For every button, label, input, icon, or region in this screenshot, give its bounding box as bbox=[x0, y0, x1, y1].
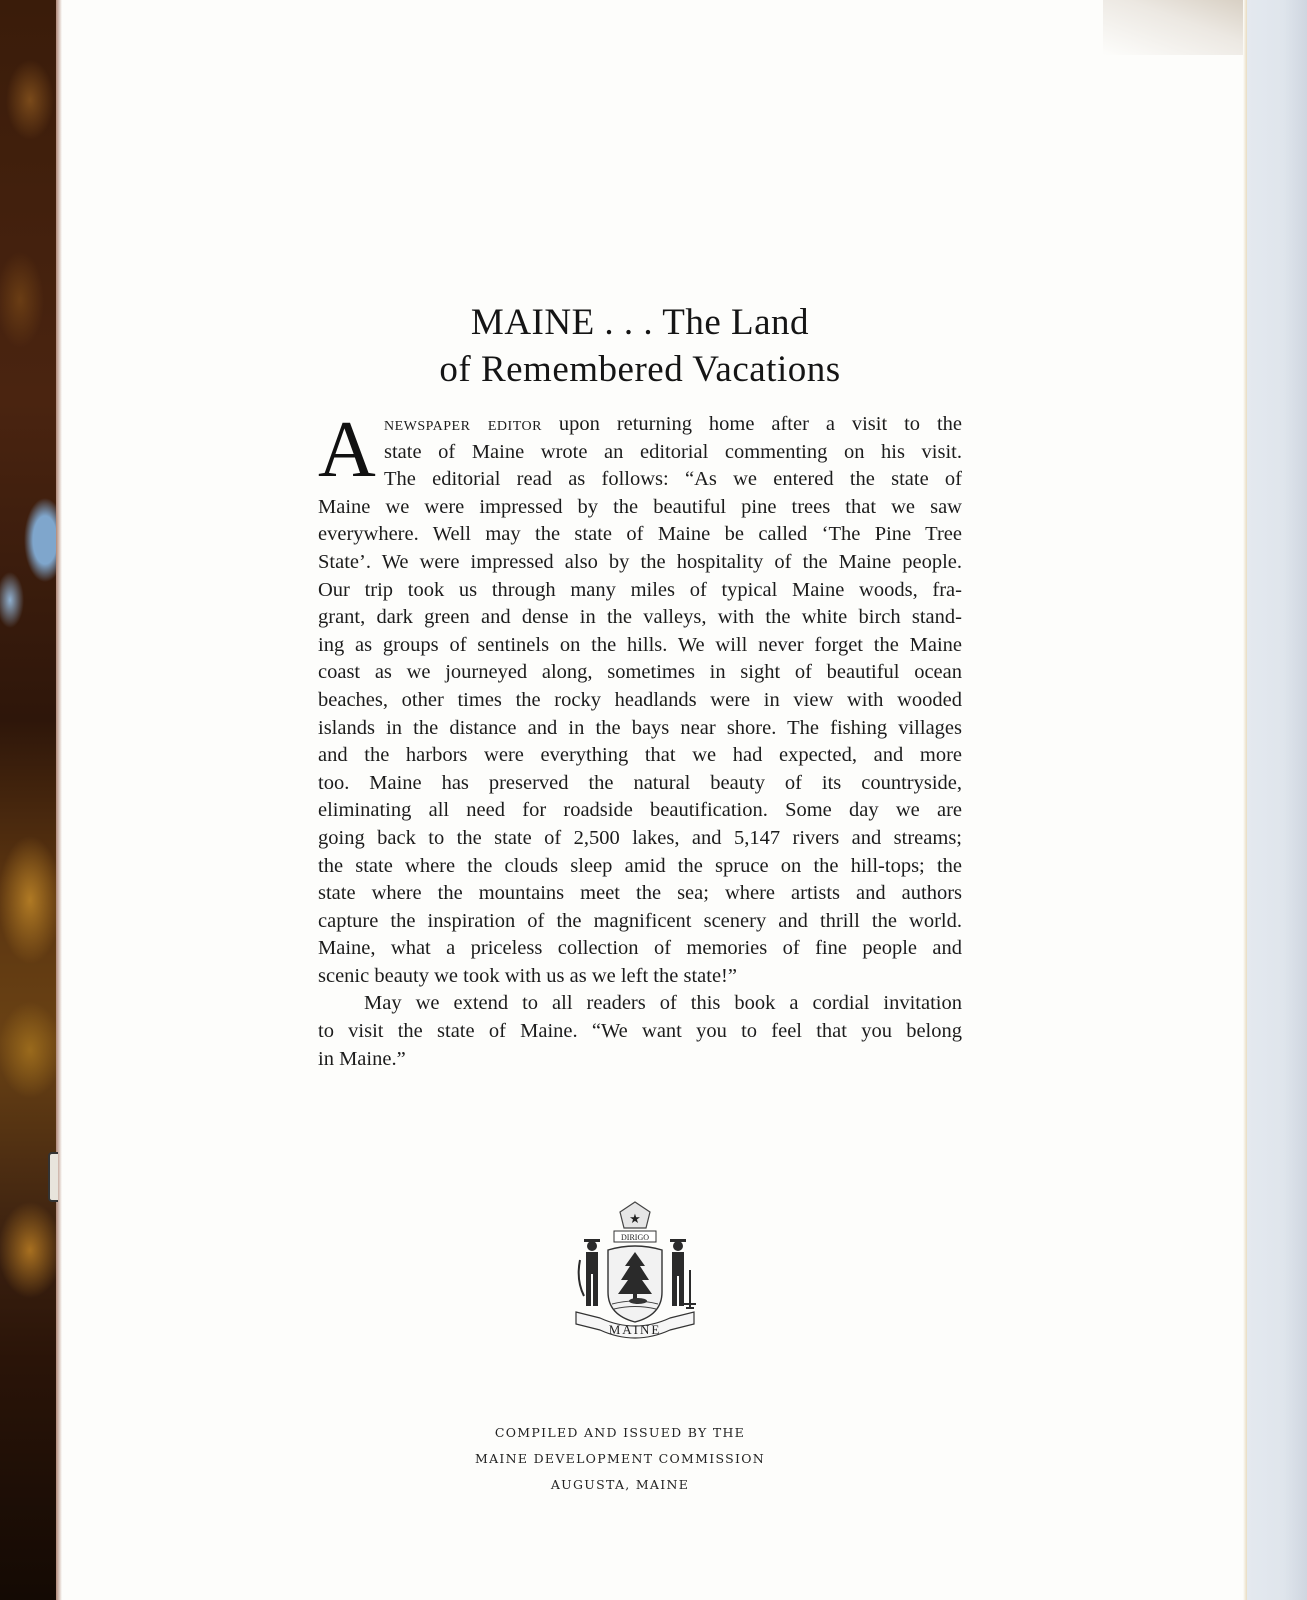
body-line: eliminating all need for roadside beautification. Some day we are bbox=[318, 799, 962, 822]
body-line: beaches, other times the rocky headlands were in view with wooded bbox=[318, 688, 962, 711]
closing-line: May we extend to all readers of this book a cordial invitation bbox=[364, 992, 962, 1015]
page-edge bbox=[56, 0, 62, 1600]
footer-line-3: AUGUSTA, MAINE bbox=[550, 1477, 690, 1492]
closing-line: in Maine.” bbox=[318, 1047, 406, 1070]
body-line: newspaper editor upon returning home after a visit to the bbox=[384, 413, 963, 435]
closing-line: to visit the state of Maine. “We want you to feel that you belong bbox=[318, 1020, 962, 1043]
seal-motto: DIRIGO bbox=[621, 1233, 649, 1242]
body-line: everywhere. Well may the state of Maine be called ‘The Pine Tree bbox=[318, 523, 962, 546]
body-line: Maine we were impressed by the beautiful pine trees that we saw bbox=[318, 495, 962, 518]
body-line: going back to the state of 2,500 lakes, and 5,147 rivers and streams; bbox=[318, 826, 962, 849]
page-title-line-1: MAINE . . . The Land bbox=[470, 302, 810, 343]
body-line: the state where the clouds sleep amid the spruce on the hill-tops; the bbox=[318, 854, 962, 877]
farmer-figure bbox=[579, 1239, 600, 1306]
body-text bbox=[318, 406, 963, 1073]
footer-line-1: COMPILED AND ISSUED BY THE bbox=[494, 1425, 746, 1440]
maine-state-seal bbox=[570, 1200, 700, 1340]
body-line: ing as groups of sentinels on the hills. We will never forget the Maine bbox=[318, 633, 962, 656]
body-line: and the harbors were everything that we had expected, and more bbox=[318, 744, 962, 767]
moose-icon bbox=[629, 1298, 647, 1304]
body-line: The editorial read as follows: “As we entered the state of bbox=[384, 468, 962, 491]
footer-line-2: MAINE DEVELOPMENT COMMISSION bbox=[474, 1451, 765, 1466]
lead-in: newspaper editor bbox=[384, 413, 542, 435]
corner-shadow bbox=[1103, 0, 1243, 55]
seal-name: MAINE bbox=[608, 1322, 662, 1337]
body-line: grant, dark green and dense in the valleys, with the white birch stand- bbox=[318, 606, 962, 629]
body-line: too. Maine has preserved the natural beauty of its countryside, bbox=[318, 771, 962, 794]
cover-photo-strip bbox=[0, 0, 58, 1600]
drop-cap: A bbox=[318, 406, 376, 494]
sailor-figure bbox=[670, 1239, 696, 1308]
body-line: state where the mountains meet the sea; where artists and authors bbox=[318, 882, 962, 905]
body-line: State’. We were impressed also by the hospitality of the Maine people. bbox=[318, 550, 962, 573]
body-line: state of Maine wrote an editorial commenting on his visit. bbox=[384, 440, 962, 463]
body-line: coast as we journeyed along, sometimes in sight of beautiful ocean bbox=[318, 661, 962, 684]
staple bbox=[48, 1152, 58, 1202]
body-line: Maine, what a priceless collection of memories of fine people and bbox=[318, 937, 962, 960]
body-line: Our trip took us through many miles of typical Maine woods, fra- bbox=[318, 578, 962, 601]
body-line: capture the inspiration of the magnificent scenery and thrill the world. bbox=[318, 909, 962, 932]
body-line: islands in the distance and in the bays near shore. The fishing villages bbox=[318, 716, 962, 739]
adjacent-page bbox=[1247, 0, 1307, 1600]
page-title-line-2: of Remembered Vacations bbox=[439, 349, 841, 390]
star-icon: ★ bbox=[629, 1211, 641, 1226]
body-line: scenic beauty we took with us as we left the state!” bbox=[318, 964, 737, 987]
